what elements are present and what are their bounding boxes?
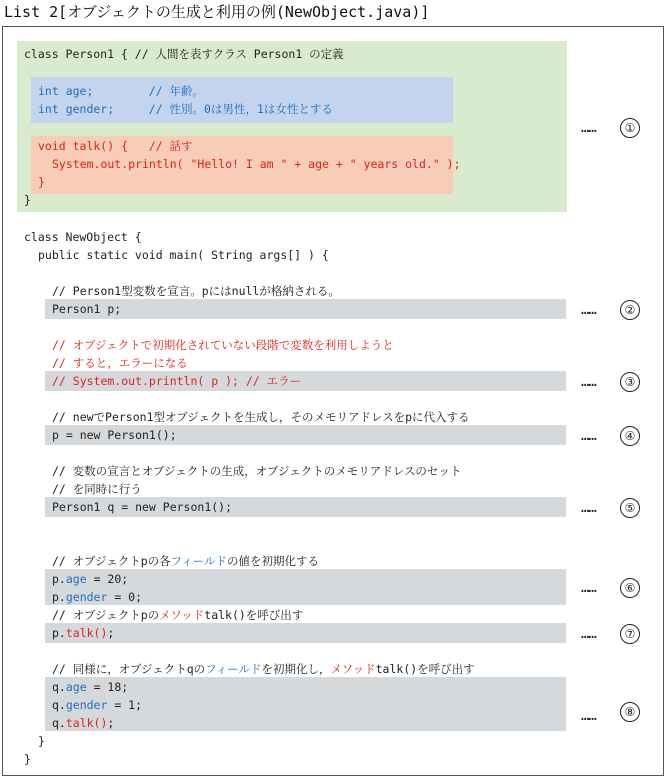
code-line bbox=[52, 625, 114, 641]
marker-8: ⑧ bbox=[620, 702, 640, 722]
leader-dots: …… bbox=[581, 428, 596, 444]
code-line: int age; // 年齢。 bbox=[38, 84, 205, 98]
code-line bbox=[52, 589, 142, 605]
code-token: q. bbox=[52, 716, 66, 730]
code-line: } bbox=[38, 734, 45, 748]
code-line: int gender; // 性別。0は男性，1は女性とする bbox=[38, 102, 333, 116]
code-token: talk() bbox=[65, 716, 108, 730]
code-token: gender bbox=[65, 698, 108, 712]
code-token: // オブジェクトpの各 bbox=[52, 554, 171, 568]
code-token: talk()を呼び出す bbox=[204, 608, 304, 622]
code-token: = 18; bbox=[86, 680, 129, 694]
code-line bbox=[52, 697, 142, 713]
code-line bbox=[52, 607, 303, 623]
code-token: メソッド bbox=[159, 608, 205, 622]
code-line: // newでPerson1型オブジェクトを生成し，そのメモリアドレスをpに代入する bbox=[52, 410, 470, 424]
leader-dots: …… bbox=[581, 708, 596, 724]
code-token: age bbox=[65, 680, 87, 694]
code-line: } bbox=[24, 752, 31, 766]
code-line: } bbox=[38, 175, 45, 189]
code-token: q. bbox=[52, 680, 66, 694]
code-line: Person1 q = new Person1(); bbox=[52, 500, 233, 514]
code-line: p = new Person1(); bbox=[52, 428, 177, 442]
code-token: p. bbox=[52, 572, 66, 586]
marker-5: ⑤ bbox=[620, 498, 640, 518]
listing-title: List 2[オブジェクトの生成と利用の例(NewObject.java)] bbox=[4, 3, 430, 21]
leader-dots: …… bbox=[581, 120, 596, 136]
code-line: public static void main( String args[] ) { bbox=[38, 248, 329, 262]
code-line: class NewObject { bbox=[24, 230, 142, 244]
highlight-row-7 bbox=[45, 623, 566, 643]
leader-dots: …… bbox=[581, 302, 596, 318]
code-token: p. bbox=[52, 626, 66, 640]
code-line: } bbox=[24, 193, 31, 207]
marker-3: ③ bbox=[620, 372, 640, 392]
code-token: の値を初期化する bbox=[227, 554, 320, 568]
code-line: // Person1型変数を宣言。pにはnullが格納される。 bbox=[52, 284, 340, 298]
code-line: // 変数の宣言とオブジェクトの生成，オブジェクトのメモリアドレスのセット bbox=[52, 464, 462, 478]
leader-dots: …… bbox=[581, 626, 596, 642]
marker-2: ② bbox=[620, 300, 640, 320]
code-token: age bbox=[65, 572, 87, 586]
code-line: // オブジェクトで初期化されていない段階で変数を利用しようと bbox=[52, 338, 394, 352]
code-token: // オブジェクトpの bbox=[52, 608, 160, 622]
leader-dots: …… bbox=[581, 580, 596, 596]
code-line: void talk() { // 話す bbox=[38, 139, 193, 153]
code-token: gender bbox=[65, 590, 108, 604]
code-token: talk()を呼び出す bbox=[375, 662, 475, 676]
code-token: q. bbox=[52, 698, 66, 712]
marker-4: ④ bbox=[620, 426, 640, 446]
code-token: p. bbox=[52, 590, 66, 604]
code-line bbox=[52, 553, 319, 569]
code-line: Person1 p; bbox=[52, 302, 122, 316]
code-token: フィールド bbox=[170, 554, 228, 568]
code-line bbox=[52, 715, 114, 731]
code-token: フィールド bbox=[205, 662, 262, 676]
code-token: = 0; bbox=[107, 590, 143, 604]
marker-1: ① bbox=[620, 118, 640, 138]
code-line: // System.out.println( p ); // エラー bbox=[52, 374, 302, 388]
code-line bbox=[52, 679, 128, 695]
code-line bbox=[52, 571, 128, 587]
code-token: talk() bbox=[65, 626, 108, 640]
marker-7: ⑦ bbox=[620, 624, 640, 644]
code-line: // すると，エラーになる bbox=[52, 356, 188, 370]
code-token: // 同様に，オブジェクトqの bbox=[52, 662, 206, 676]
code-token: = 20; bbox=[86, 572, 129, 586]
code-line: class Person1 { // 人間を表すクラス Person1 の定義 bbox=[24, 47, 344, 61]
marker-6: ⑥ bbox=[620, 578, 640, 598]
code-token: = 1; bbox=[107, 698, 143, 712]
code-token: メソッド bbox=[330, 662, 376, 676]
code-line bbox=[52, 661, 475, 677]
code-token: を初期化し， bbox=[261, 662, 331, 676]
leader-dots: …… bbox=[581, 500, 596, 516]
code-token: ; bbox=[107, 716, 115, 730]
code-token: ; bbox=[107, 626, 115, 640]
code-line: // を同時に行う bbox=[52, 482, 142, 496]
highlight-row-2 bbox=[45, 299, 566, 319]
leader-dots: …… bbox=[581, 374, 596, 390]
code-line: System.out.println( "Hello! I am " + age + " years old." ); bbox=[52, 157, 461, 171]
